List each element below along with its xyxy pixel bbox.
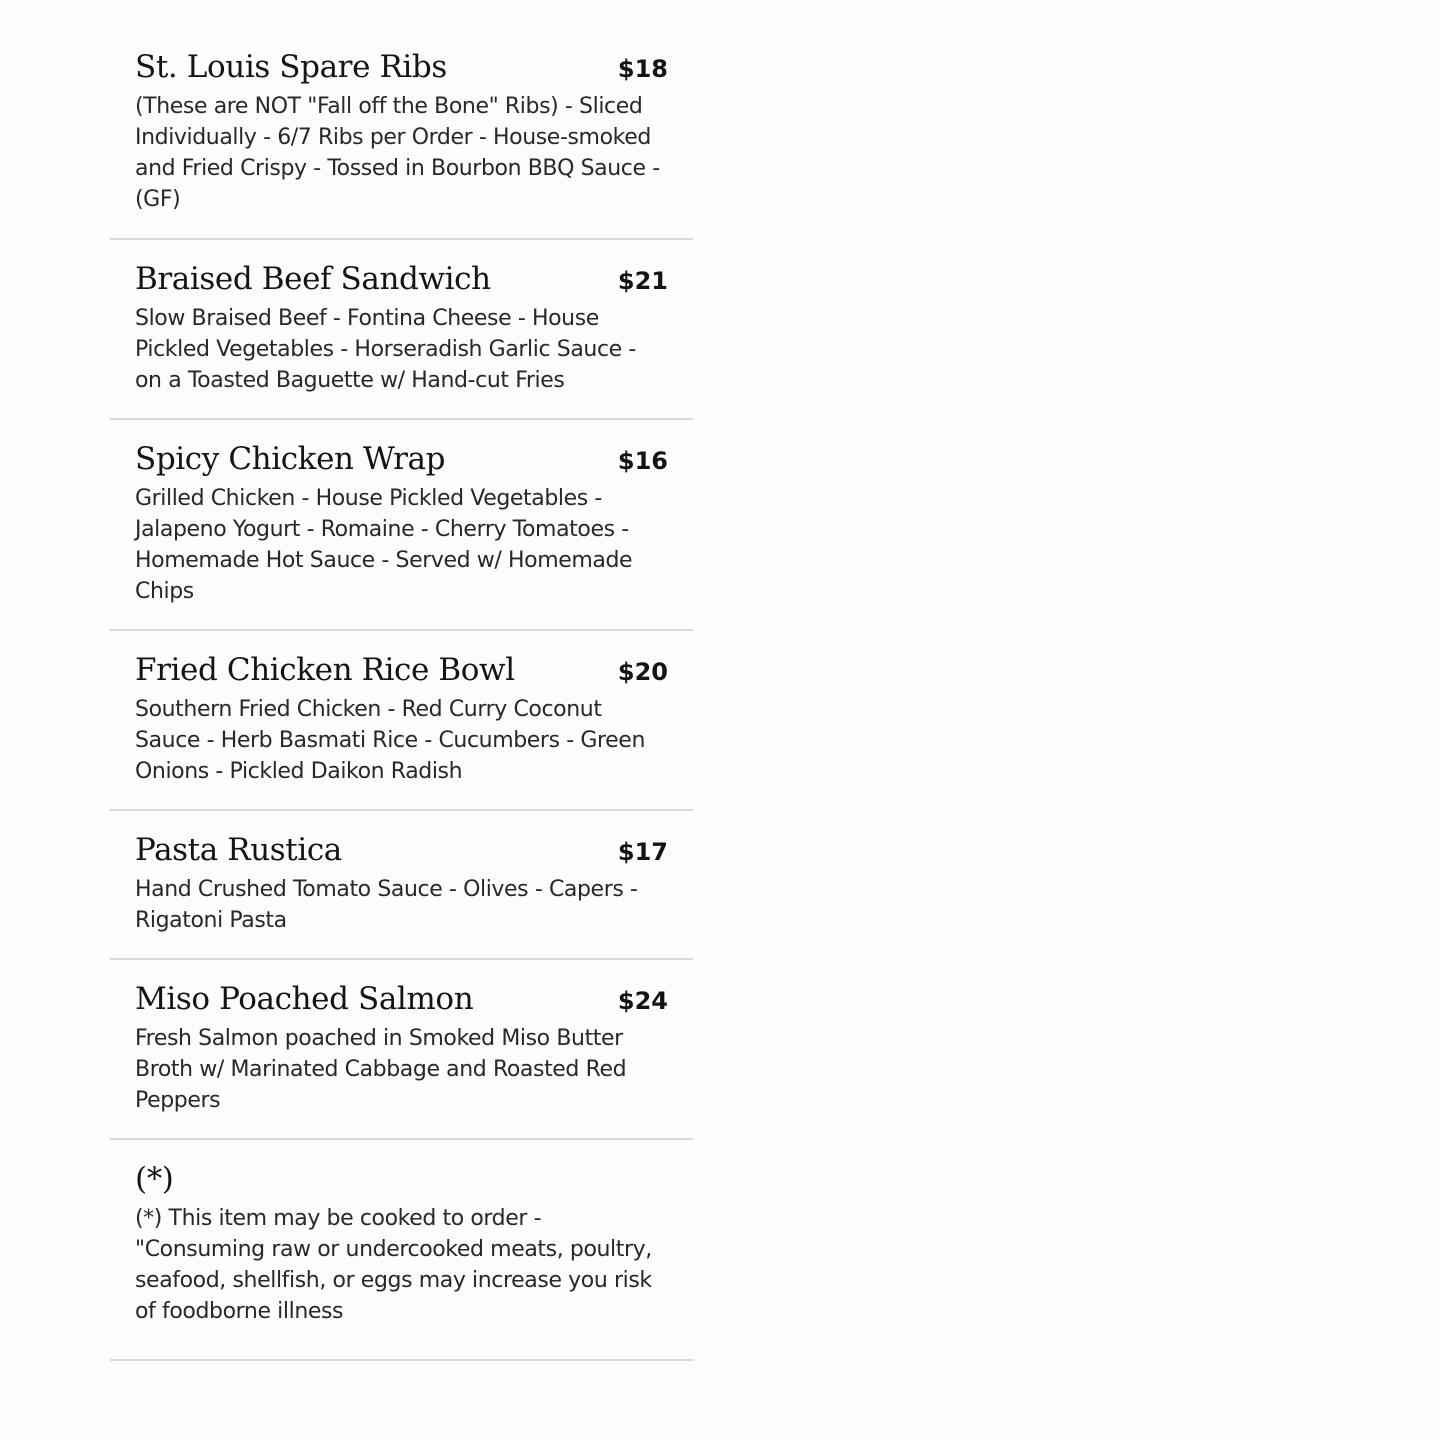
menu-item-description: Grilled Chicken - House Pickled Vegetables - Jalapeno Yogurt - Romaine - Cherry Tomatoes - Homemade Hot Sauce - Served w/ Homemade Chips (135, 486, 633, 604)
menu-item-pasta-rustica[interactable] (110, 811, 693, 960)
menu-item-name: Spicy Chicken Wrap (135, 441, 446, 477)
menu-item-name: (*) (135, 1161, 174, 1197)
menu-item-name: Pasta Rustica (135, 832, 342, 868)
menu-item-spicy-chicken-wrap[interactable] (110, 420, 693, 631)
menu-item-header (135, 1160, 668, 1198)
menu-item-price: $16 (617, 447, 668, 475)
menu-item-braised-beef-sandwich[interactable] (110, 240, 693, 420)
menu-item-fried-chicken-rice-bowl[interactable] (110, 631, 693, 811)
menu-item-description: Slow Braised Beef - Fontina Cheese - House Pickled Vegetables - Horseradish Garlic Sauce - on a Toasted Baguette w/ Hand-cut Fries (135, 306, 636, 393)
menu-item-description: Hand Crushed Tomato Sauce - Olives - Capers - Rigatoni Pasta (135, 877, 638, 933)
menu-item-header (135, 440, 668, 478)
menu-item-description: (*) This item may be cooked to order - "Consuming raw or undercooked meats, poultry, seafood, shellfish, or eggs may increase you risk of foodborne illness (135, 1206, 652, 1324)
menu-item-name: St. Louis Spare Ribs (135, 49, 447, 85)
menu-item-description: (These are NOT "Fall off the Bone" Ribs) - Sliced Individually - 6/7 Ribs per Order - House-smoked and Fried Crispy - Tossed in Bourbon BBQ Sauce - (GF) (135, 94, 660, 212)
menu-item-header (135, 48, 668, 86)
menu-item-description: Southern Fried Chicken - Red Curry Coconut Sauce - Herb Basmati Rice - Cucumbers - Green Onions - Pickled Daikon Radish (135, 697, 645, 784)
menu-item-name: Miso Poached Salmon (135, 981, 474, 1017)
menu-item-st-louis-spare-ribs[interactable] (110, 28, 693, 240)
menu-list (110, 28, 693, 1361)
menu-item-header (135, 980, 668, 1018)
menu-item-miso-poached-salmon[interactable] (110, 960, 693, 1140)
menu-item-price: $21 (617, 267, 668, 295)
menu-item-header (135, 831, 668, 869)
menu-item-price: $20 (617, 658, 668, 686)
menu-item-price: $24 (617, 987, 668, 1015)
menu-item-price: $18 (617, 55, 668, 83)
menu-item-header (135, 651, 668, 689)
menu-item-name: Fried Chicken Rice Bowl (135, 652, 515, 688)
menu-item-description: Fresh Salmon poached in Smoked Miso Butter Broth w/ Marinated Cabbage and Roasted Red Peppers (135, 1026, 627, 1113)
menu-item-price: $17 (617, 838, 668, 866)
menu-item-disclaimer[interactable] (110, 1140, 693, 1361)
menu-item-header (135, 260, 668, 298)
menu-item-name: Braised Beef Sandwich (135, 261, 491, 297)
